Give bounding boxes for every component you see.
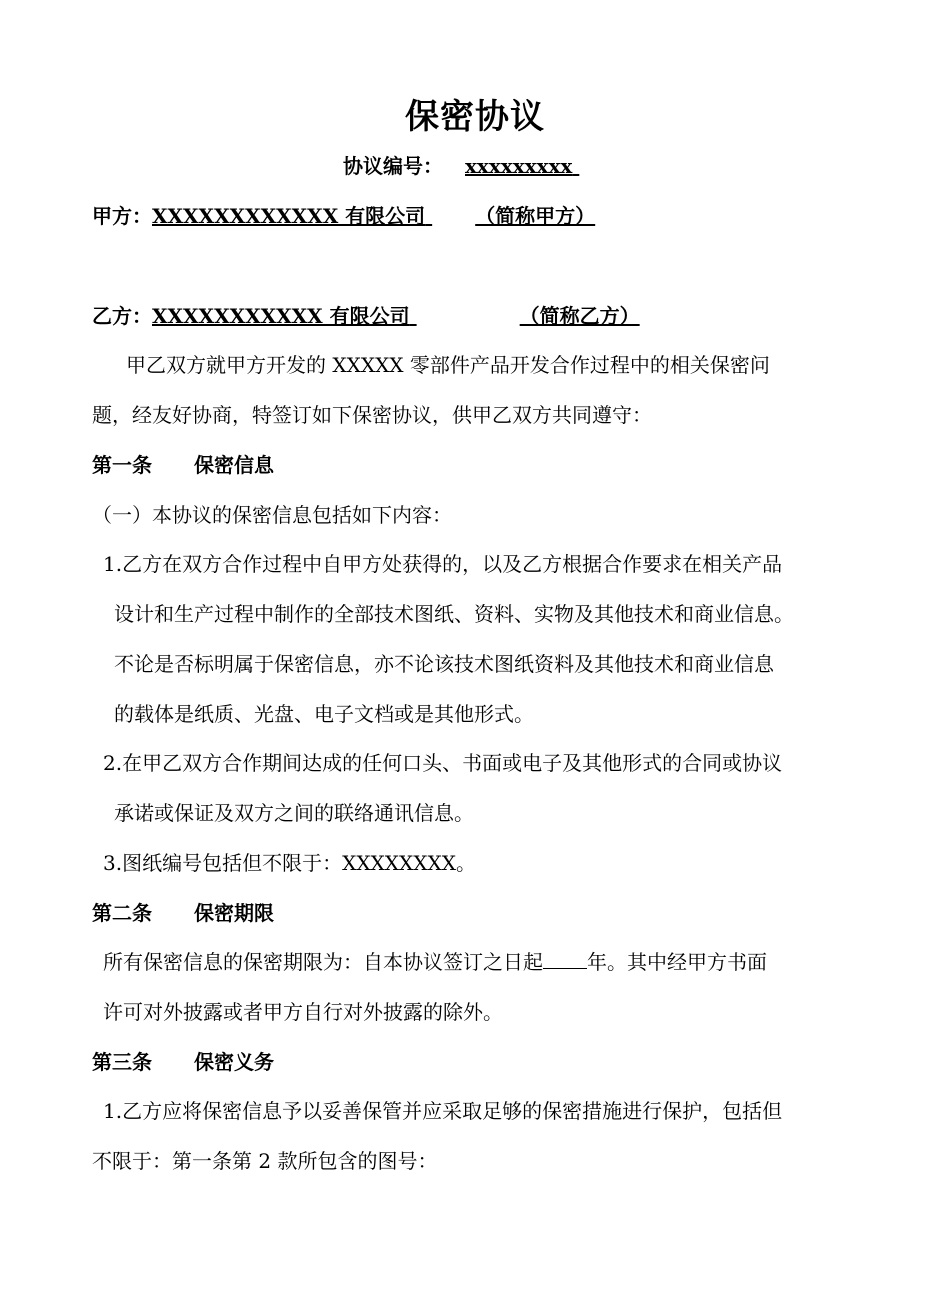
party-a-label: 甲方：	[92, 204, 152, 228]
article-2-line-1-text: 所有保密信息的保密期限为：自本协议签订之日起	[103, 950, 543, 974]
article-1-number: 第一条	[92, 453, 152, 477]
article-1-heading	[92, 452, 274, 478]
party-a-row	[92, 203, 595, 229]
article-2-title: 保密期限	[194, 901, 274, 925]
article-1-item-1-line-2: 设计和生产过程中制作的全部技术图纸、资料、实物及其他技术和商业信息。	[114, 602, 794, 626]
party-b-label: 乙方：	[92, 304, 152, 328]
article-2-line-1	[103, 949, 767, 975]
years-blank	[543, 950, 587, 969]
party-b-short: （简称乙方）	[519, 304, 640, 328]
article-1-item-1-line-3: 不论是否标明属于保密信息，亦不论该技术图纸资料及其他技术和商业信息	[114, 652, 774, 676]
article-1-title: 保密信息	[194, 453, 274, 477]
article-3-heading	[92, 1049, 274, 1075]
intro-line-1: 甲乙双方就甲方开发的 XXXXX 零部件产品开发合作过程中的相关保密问	[126, 353, 770, 377]
article-1-item-2-line-2: 承诺或保证及双方之间的联络通讯信息。	[114, 801, 474, 825]
article-2-line-2: 许可对外披露或者甲方自行对外披露的除外。	[103, 1000, 503, 1024]
article-2-heading	[92, 900, 274, 926]
article-2-line-1-tail: 年。其中经甲方书面	[587, 950, 767, 974]
article-1-item-2-line-1: 2.在甲乙双方合作期间达成的任何口头、书面或电子及其他形式的合同或协议	[103, 751, 783, 775]
party-a-name: XXXXXXXXXXXX 有限公司	[152, 204, 426, 228]
agreement-number-row	[343, 153, 582, 179]
article-3-number: 第三条	[92, 1050, 152, 1074]
agreement-number-value: xxxxxxxxx	[465, 154, 573, 178]
party-b-name: XXXXXXXXXXX 有限公司	[152, 304, 410, 328]
article-3-line-1: 1.乙方应将保密信息予以妥善保管并应采取足够的保密措施进行保护，包括但	[103, 1099, 783, 1123]
article-1-item-1-line-4: 的载体是纸质、光盘、电子文档或是其他形式。	[114, 702, 534, 726]
party-a-short: （简称甲方）	[475, 204, 596, 228]
article-3-title: 保密义务	[194, 1050, 274, 1074]
article-2-number: 第二条	[92, 901, 152, 925]
article-1-subsection: （一）本协议的保密信息包括如下内容：	[92, 503, 452, 527]
intro-line-2: 题，经友好协商，特签订如下保密协议，供甲乙双方共同遵守：	[92, 403, 652, 427]
article-3-line-2: 不限于：第一条第 2 款所包含的图号：	[92, 1149, 438, 1173]
document-title: 保密协议	[405, 97, 545, 137]
article-1-item-3: 3.图纸编号包括但不限于：XXXXXXXX。	[103, 851, 476, 875]
party-b-row	[92, 303, 640, 329]
agreement-number-label: 协议编号：	[343, 154, 443, 178]
article-1-item-1-line-1: 1.乙方在双方合作过程中自甲方处获得的，以及乙方根据合作要求在相关产品	[103, 552, 783, 576]
